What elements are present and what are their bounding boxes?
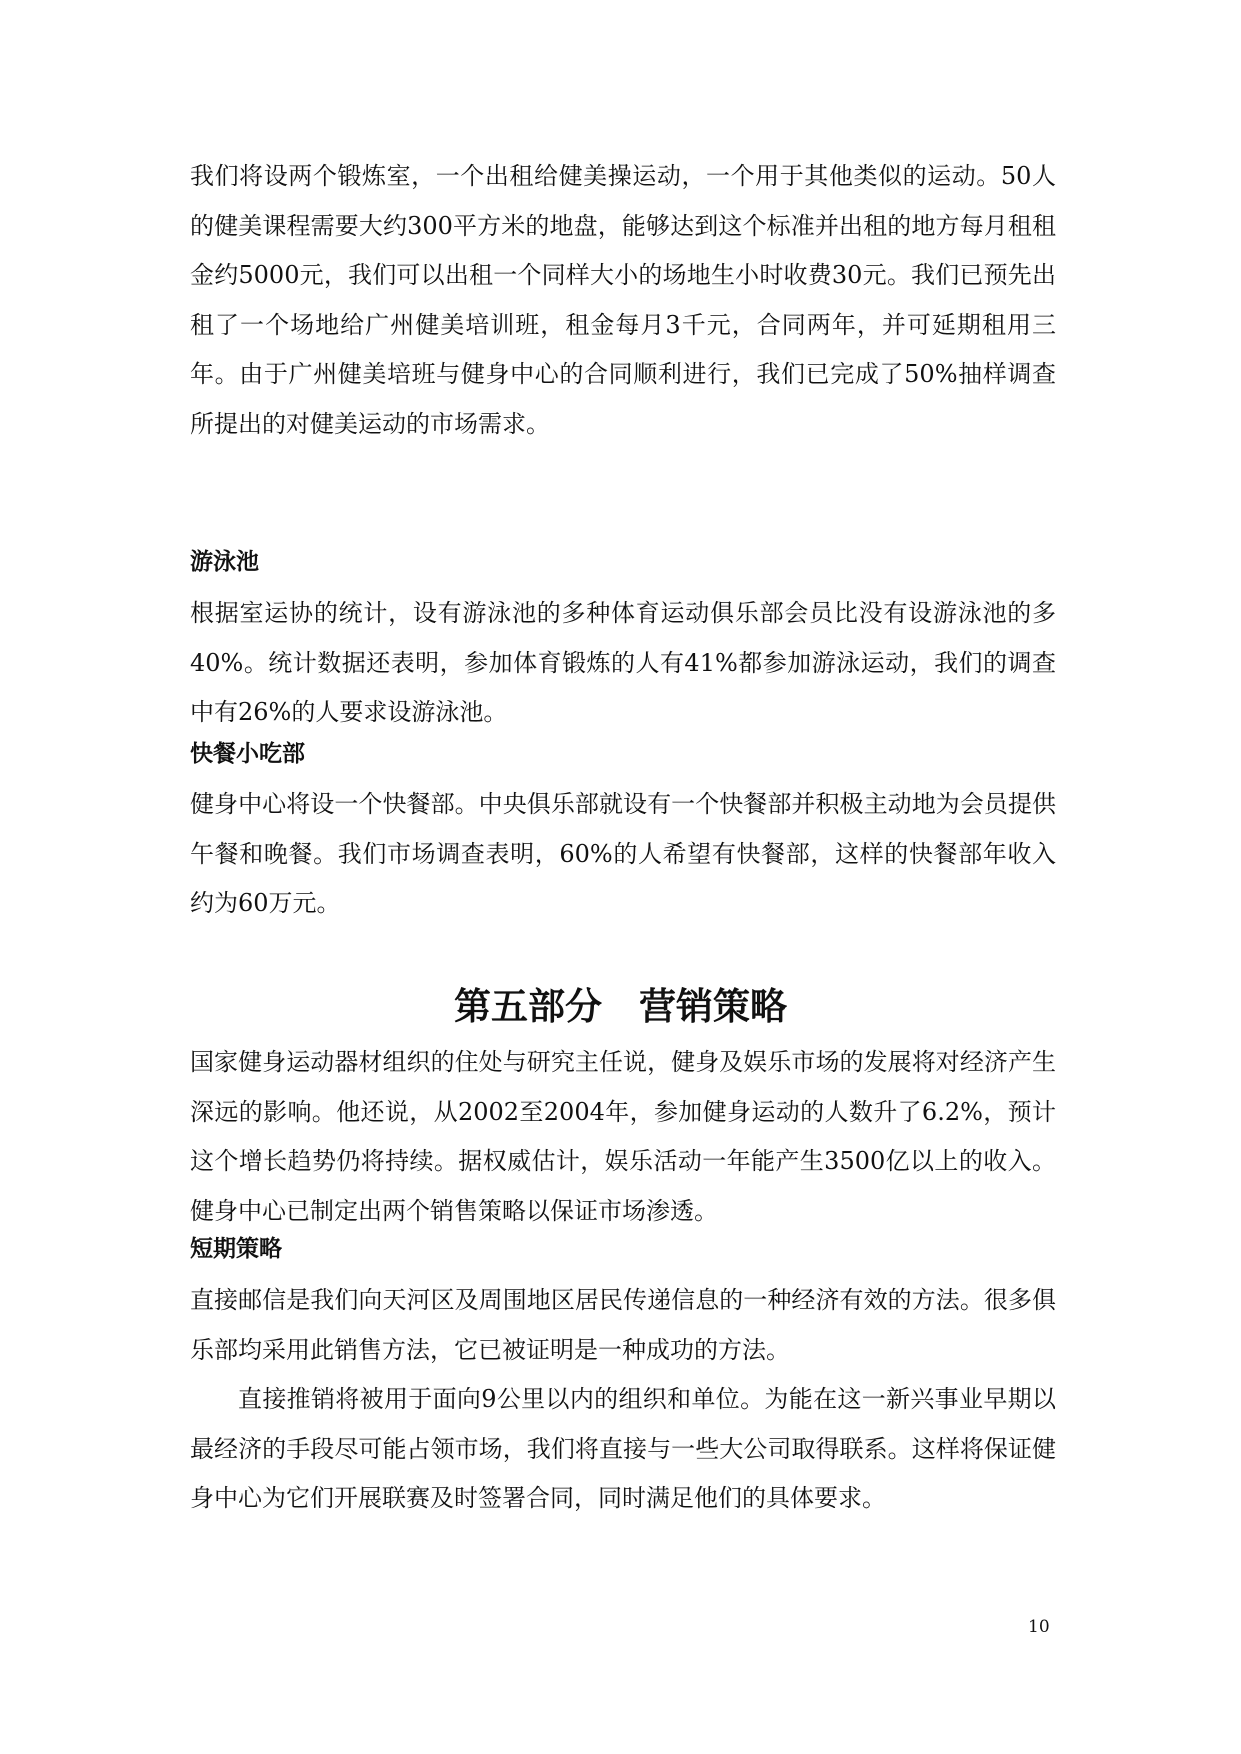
marketing-intro-paragraph: 国家健身运动器材组织的住处与研究主任说，健身及娱乐市场的发展将对经济产生深远的影响。他还说，从2002至2004年，参加健身运动的人数升了6.2%，预计这个增长趋势仍将持续。据权威估计，娱乐活动一年能产生3500亿以上的收入。健身中心已制定出两个销售策略以保证市场渗透。 — [190, 1048, 1056, 1225]
page-number: 10 — [1028, 1617, 1050, 1637]
pool-heading: 游泳池 — [190, 549, 259, 575]
snack-heading: 快餐小吃部 — [190, 741, 305, 767]
short-term-heading: 短期策略 — [190, 1236, 282, 1262]
gym-paragraph: 我们将设两个锻炼室，一个出租给健美操运动，一个用于其他类似的运动。50人的健美课程需要大约300平方米的地盘，能够达到这个标准并出租的地方每月租租金约5000元，我们可以出租一个同样大小的场地生小时收费30元。我们已预先出租了一个场地给广州健美培训班，租金每月3千元，合同两年，并可延期租用三年。由于广州健美培班与健身中心的合同顺利进行，我们已完成了50%抽样调查所提出的对健美运动的市场需求。 — [190, 162, 1056, 438]
section-title: 第五部分 营销策略 — [454, 985, 787, 1028]
pool-paragraph: 根据室运协的统计，设有游泳池的多种体育运动俱乐部会员比没有设游泳池的多40%。统计数据还表明，参加体育锻炼的人有41%都参加游泳运动，我们的调查中有26%的人要求设游泳池。 — [190, 599, 1056, 726]
short-term-paragraph-1: 直接邮信是我们向天河区及周围地区居民传递信息的一种经济有效的方法。很多俱乐部均采用此销售方法，它已被证明是一种成功的方法。 — [190, 1286, 1056, 1364]
short-term-paragraph-2: 直接推销将被用于面向9公里以内的组织和单位。为能在这一新兴事业早期以最经济的手段尽可能占领市场，我们将直接与一些大公司取得联系。这样将保证健身中心为它们开展联赛及时签署合同，同时满足他们的具体要求。 — [190, 1385, 1056, 1512]
snack-paragraph: 健身中心将设一个快餐部。中央俱乐部就设有一个快餐部并积极主动地为会员提供午餐和晚餐。我们市场调查表明，60%的人希望有快餐部，这样的快餐部年收入约为60万元。 — [190, 790, 1056, 917]
